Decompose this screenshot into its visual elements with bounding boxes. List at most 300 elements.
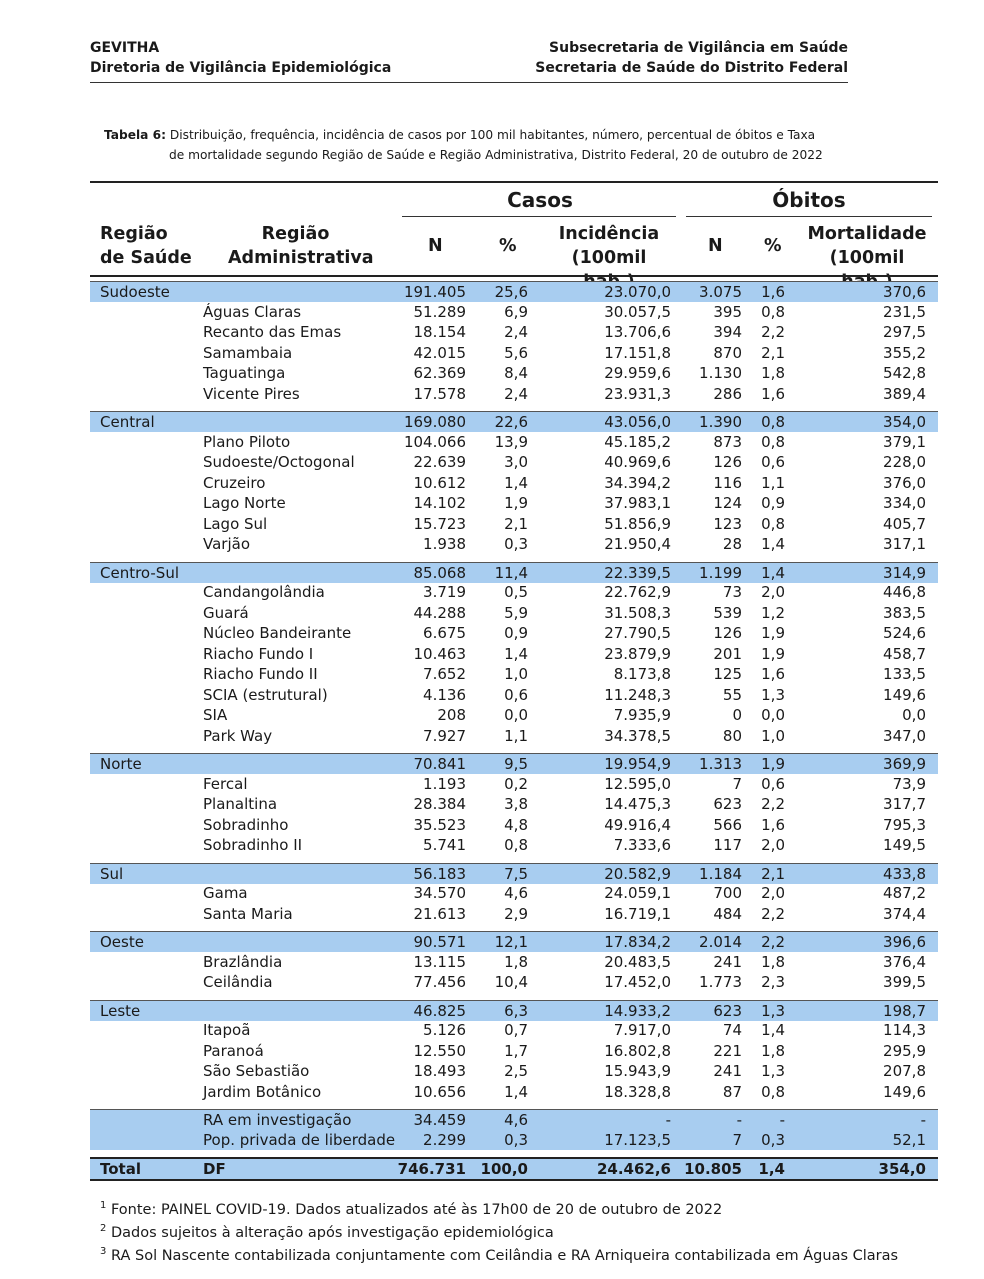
cell-op: - (779, 1111, 785, 1129)
caption-label: Tabela 6: (104, 128, 166, 142)
cell-inc: 19.954,9 (604, 755, 671, 773)
cell-inc: 31.508,3 (604, 603, 671, 622)
cell-reg: Sul (100, 864, 124, 883)
cell-op: 0,8 (761, 514, 785, 533)
cell-inc: 34.394,2 (604, 473, 671, 492)
cell-n: 22.639 (413, 453, 466, 471)
cell-n: 169.080 (403, 413, 466, 431)
cell-op: 2,0 (761, 583, 785, 601)
cell-mort: 297,5 (883, 323, 926, 341)
region-row (90, 753, 938, 774)
cell-p: 0,2 (504, 774, 528, 793)
cell-inc: 17.151,8 (604, 343, 671, 362)
cell-op: 1,3 (761, 1062, 785, 1080)
cell-p: 0,3 (504, 1130, 528, 1149)
cell-op: 1,6 (761, 665, 785, 683)
cell-op: 2,2 (761, 904, 785, 923)
cell-inc: 12.595,0 (604, 774, 671, 793)
page-header (90, 38, 848, 83)
cell-p: 1,1 (504, 726, 528, 745)
cell-n: 746.731 (397, 1160, 466, 1178)
cell-p: 0,3 (504, 535, 528, 553)
table-row (90, 726, 938, 746)
cell-on: 1.313 (699, 755, 742, 773)
footnote-3: $^3$ RA Sol Nascente contabilizada conjuntamente com Ceilândia e RA Arniqueira contabilizada em Águas Claras (100, 1246, 899, 1264)
table-row (90, 432, 938, 452)
cell-inc: 21.950,4 (604, 535, 671, 553)
cell-n: 1.193 (423, 774, 466, 793)
cell-p: 1,7 (504, 1041, 528, 1060)
cell-n: 7.927 (423, 726, 466, 745)
cell-n: 51.289 (413, 302, 466, 321)
table-row (90, 685, 938, 705)
cell-on: 566 (713, 815, 742, 834)
cell-reg: Centro-Sul (100, 563, 179, 582)
cell-p: 100,0 (480, 1160, 528, 1178)
cell-mort: 369,9 (883, 755, 926, 773)
cell-ra: SIA (203, 706, 228, 724)
cell-p: 1,4 (504, 1082, 528, 1101)
cell-n: 85.068 (413, 563, 466, 582)
cell-mort: 149,6 (883, 685, 926, 704)
cell-ra: Pop. privada de liberdade (203, 1130, 396, 1149)
table-row (90, 705, 938, 725)
cell-mort: 133,5 (883, 665, 926, 683)
cell-ra: Santa Maria (203, 904, 293, 923)
cell-inc: - (665, 1111, 671, 1129)
cell-on: 1.130 (699, 364, 742, 382)
cell-p: 2,1 (504, 514, 528, 533)
cell-op: 1,0 (761, 726, 785, 745)
cell-op: 1,4 (761, 535, 785, 553)
cell-n: 4.136 (423, 685, 466, 704)
cell-n: 77.456 (413, 973, 466, 991)
cell-op: 2,1 (761, 343, 785, 362)
cell-p: 6,9 (504, 302, 528, 321)
table-row (90, 664, 938, 684)
cell-ra: Paranoá (203, 1041, 264, 1060)
cell-p: 9,5 (504, 755, 528, 773)
table-row (90, 603, 938, 623)
cell-p: 0,6 (504, 685, 528, 704)
cell-p: 25,6 (494, 283, 528, 301)
cell-ra: Cruzeiro (203, 473, 266, 492)
cell-n: 3.719 (423, 583, 466, 601)
cell-inc: 14.933,2 (604, 1001, 671, 1020)
cell-mort: 314,9 (883, 563, 926, 582)
cell-n: 42.015 (413, 343, 466, 362)
cell-p: 22,6 (494, 413, 528, 431)
cell-p: 5,9 (504, 603, 528, 622)
cell-n: 34.459 (413, 1111, 466, 1129)
cell-on: 539 (713, 603, 742, 622)
table-row (90, 473, 938, 493)
cell-on: 116 (713, 473, 742, 492)
cell-op: 2,2 (761, 795, 785, 813)
cell-inc: 18.328,8 (604, 1082, 671, 1101)
cell-reg: Oeste (100, 933, 144, 951)
cell-ra: DF (203, 1160, 226, 1178)
cell-inc: 7.333,6 (613, 836, 671, 854)
cell-on: 623 (713, 1001, 742, 1020)
cell-n: 34.570 (413, 884, 466, 902)
cell-n: 35.523 (413, 815, 466, 834)
table-row (90, 582, 938, 602)
cell-on: 623 (713, 795, 742, 813)
cell-op: 1,4 (758, 1160, 785, 1178)
cell-p: 0,0 (504, 706, 528, 724)
cell-inc: 49.916,4 (604, 815, 671, 834)
caption-line1: Distribuição, frequência, incidência de casos por 100 mil habitantes, número, percentual de óbitos e Taxa (169, 128, 816, 142)
cell-p: 1,0 (504, 665, 528, 683)
cell-inc: 7.935,9 (613, 706, 671, 724)
cell-reg: Sudoeste (100, 283, 170, 301)
cell-op: 1,9 (761, 755, 785, 773)
cell-p: 4,6 (504, 884, 528, 902)
cell-p: 0,9 (504, 624, 528, 642)
cell-p: 12,1 (494, 933, 528, 951)
col-header-incidencia: Incidência (100mil (558, 224, 660, 268)
cell-op: 2,2 (761, 933, 785, 951)
cell-ra: Guará (203, 603, 249, 622)
cell-mort: 0,0 (902, 706, 926, 724)
cell-on: 1.184 (699, 864, 742, 883)
cell-on: 123 (713, 514, 742, 533)
cell-op: 1,6 (761, 815, 785, 834)
cell-ra: Plano Piloto (203, 432, 291, 451)
cell-inc: 43.056,0 (604, 413, 671, 431)
cell-op: 2,0 (761, 836, 785, 854)
cell-p: 0,5 (504, 583, 528, 601)
cell-mort: 383,5 (883, 603, 926, 622)
cell-on: 0 (732, 706, 742, 724)
cell-mort: 231,5 (883, 302, 926, 321)
cell-on: 2.014 (699, 933, 742, 951)
table-row (90, 644, 938, 664)
cell-n: 46.825 (413, 1001, 466, 1020)
cell-mort: 207,8 (883, 1062, 926, 1080)
total-row (90, 1157, 938, 1181)
group-header-obitos: Óbitos (772, 188, 846, 212)
cell-ra: Lago Norte (203, 494, 286, 512)
cell-op: 0,8 (761, 302, 785, 321)
cell-on: 124 (713, 494, 742, 512)
cell-on: 87 (722, 1082, 742, 1101)
cell-inc: 23.879,9 (604, 644, 671, 663)
cell-p: 3,8 (504, 795, 528, 813)
cell-inc: 16.802,8 (604, 1041, 671, 1060)
cell-inc: 20.483,5 (604, 952, 671, 971)
cell-ra: Vicente Pires (203, 384, 300, 403)
cell-on: 1.199 (699, 563, 742, 582)
cell-on: 484 (713, 904, 742, 923)
cell-ra: Sobradinho II (203, 836, 303, 854)
cell-n: 15.723 (413, 514, 466, 533)
cell-inc: 37.983,1 (604, 494, 671, 512)
table-row (90, 384, 938, 404)
table-row (90, 1082, 938, 1102)
cell-p: 3,0 (504, 453, 528, 471)
cell-ra: Taguatinga (203, 364, 286, 382)
cell-n: 56.183 (413, 864, 466, 883)
cell-inc: 45.185,2 (604, 432, 671, 451)
cell-ra: Candangolândia (203, 583, 325, 601)
cell-mort: 446,8 (883, 583, 926, 601)
cell-inc: 8.173,8 (613, 665, 671, 683)
cell-op: 2,2 (761, 323, 785, 341)
col-header-mortalidade: Mortalidade (100mil (807, 224, 927, 268)
cell-reg: Norte (100, 755, 142, 773)
cell-ra: São Sebastião (203, 1062, 310, 1080)
cell-on: 873 (713, 432, 742, 451)
table-row (90, 302, 938, 322)
cell-op: 1,2 (761, 603, 785, 622)
cell-p: 6,3 (504, 1001, 528, 1020)
cell-p: 7,5 (504, 864, 528, 883)
cell-p: 13,9 (494, 432, 528, 451)
table-row (90, 883, 938, 903)
cell-p: 1,4 (504, 473, 528, 492)
cell-inc: 23.931,3 (604, 384, 671, 403)
cell-ra: SCIA (estrutural) (203, 685, 328, 704)
caption-line2: de mortalidade segundo Região de Saúde e Região Administrativa, Distrito Federal, 20 de outubro de 2022 (169, 148, 823, 162)
cell-on: 125 (713, 665, 742, 683)
cell-inc: 11.248,3 (604, 685, 671, 704)
cell-mort: - (920, 1111, 926, 1129)
cell-p: 8,4 (504, 364, 528, 382)
cell-on: 201 (713, 644, 742, 663)
cell-mort: 396,6 (883, 933, 926, 951)
cell-p: 4,8 (504, 815, 528, 834)
casos-underline (402, 216, 676, 217)
cell-on: 28 (722, 535, 742, 553)
col-header-regiao-saude: Região de Saúde (100, 224, 192, 268)
region-row (90, 411, 938, 432)
cell-n: 18.493 (413, 1062, 466, 1080)
cell-op: 1,6 (761, 384, 785, 403)
table-row (90, 835, 938, 855)
table-row (90, 514, 938, 534)
header-secretariat: Secretaria de Saúde do Distrito Federal (535, 60, 848, 76)
cell-ra: Lago Sul (203, 514, 268, 533)
cell-p: 5,6 (504, 343, 528, 362)
cell-ra: Planaltina (203, 795, 278, 813)
cell-on: 870 (713, 343, 742, 362)
cell-mort: 487,2 (883, 884, 926, 902)
cell-op: 1,3 (761, 685, 785, 704)
cell-mort: 354,0 (883, 413, 926, 431)
table-row (90, 1061, 938, 1081)
cell-on: 395 (713, 302, 742, 321)
region-row (90, 931, 938, 952)
cell-ra: RA em investigação (203, 1111, 352, 1129)
cell-p: 1,8 (504, 952, 528, 971)
cell-ra: Samambaia (203, 343, 293, 362)
cell-mort: 389,4 (883, 384, 926, 403)
cell-reg: Central (100, 413, 155, 431)
cell-n: 6.675 (423, 624, 466, 642)
cell-ra: Jardim Botânico (203, 1082, 322, 1101)
cell-mort: 317,1 (883, 535, 926, 553)
cell-inc: 22.762,9 (604, 583, 671, 601)
table-top-rule (90, 181, 938, 183)
cell-on: 126 (713, 624, 742, 642)
cell-mort: 149,6 (883, 1082, 926, 1101)
cell-op: 1,9 (761, 624, 785, 642)
cell-on: 1.390 (699, 413, 742, 431)
cell-op: 0,0 (761, 706, 785, 724)
cell-mort: 198,7 (883, 1001, 926, 1020)
cell-n: 5.126 (423, 1021, 466, 1039)
cell-op: 1,8 (761, 1041, 785, 1060)
cell-inc: 17.123,5 (604, 1130, 671, 1149)
table-row (90, 343, 938, 363)
cell-mort: 795,3 (883, 815, 926, 834)
cell-n: 208 (437, 706, 466, 724)
cell-mort: 374,4 (883, 904, 926, 923)
cell-mort: 524,6 (883, 624, 926, 642)
cell-inc: 24.462,6 (596, 1160, 671, 1178)
footnote-1: $^1$ Fonte: PAINEL COVID-19. Dados atualizados até às 17h00 de 20 de outubro de 2022 (100, 1200, 723, 1218)
cell-p: 2,4 (504, 323, 528, 341)
cell-p: 2,9 (504, 904, 528, 923)
region-row (90, 1000, 938, 1021)
cell-mort: 376,4 (883, 952, 926, 971)
cell-p: 1,9 (504, 494, 528, 512)
cell-n: 44.288 (413, 603, 466, 622)
cell-p: 4,6 (504, 1111, 528, 1129)
cell-inc: 27.790,5 (604, 624, 671, 642)
cell-n: 21.613 (413, 904, 466, 923)
cell-on: 73 (722, 583, 742, 601)
cell-on: 221 (713, 1041, 742, 1060)
cell-inc: 40.969,6 (604, 453, 671, 471)
cell-n: 28.384 (413, 795, 466, 813)
cell-on: 3.075 (699, 283, 742, 301)
table-row (90, 1020, 938, 1040)
cell-mort: 334,0 (883, 494, 926, 512)
header-bottom-rule (90, 275, 938, 277)
cell-op: 1,8 (761, 952, 785, 971)
cell-ra: Park Way (203, 726, 273, 745)
cell-n: 17.578 (413, 384, 466, 403)
cell-mort: 52,1 (892, 1130, 926, 1149)
cell-p: 1,4 (504, 644, 528, 663)
cell-inc: 14.475,3 (604, 795, 671, 813)
cell-mort: 295,9 (883, 1041, 926, 1060)
region-row (90, 562, 938, 583)
cell-on: 80 (722, 726, 742, 745)
col-header-obitos-pct: % (764, 236, 782, 256)
cell-n: 90.571 (413, 933, 466, 951)
cell-inc: 17.452,0 (604, 973, 671, 991)
cell-inc: 24.059,1 (604, 884, 671, 902)
table-row (90, 815, 938, 835)
cell-mort: 317,7 (883, 795, 926, 813)
region-row (90, 281, 938, 302)
cell-mort: 149,5 (883, 836, 926, 854)
col-header-obitos-n: N (708, 236, 723, 256)
cell-n: 5.741 (423, 836, 466, 854)
table-row (90, 794, 938, 814)
cell-inc: 16.719,1 (604, 904, 671, 923)
cell-inc: 51.856,9 (604, 514, 671, 533)
region-row (90, 863, 938, 884)
table-row (90, 1041, 938, 1061)
cell-mort: 458,7 (883, 644, 926, 663)
cell-mort: 347,0 (883, 726, 926, 745)
cell-mort: 370,6 (883, 283, 926, 301)
table-row (90, 534, 938, 554)
cell-inc: 34.378,5 (604, 726, 671, 745)
cell-ra: Fercal (203, 774, 248, 793)
cell-on: 7 (732, 1130, 742, 1149)
cell-inc: 22.339,5 (604, 563, 671, 582)
cell-mort: 114,3 (883, 1021, 926, 1039)
cell-on: 286 (713, 384, 742, 403)
cell-on: 10.805 (684, 1160, 742, 1178)
table-row (90, 774, 938, 794)
cell-n: 104.066 (403, 432, 466, 451)
cell-p: 2,4 (504, 384, 528, 403)
cell-inc: 15.943,9 (604, 1062, 671, 1080)
cell-n: 10.463 (413, 644, 466, 663)
cell-ra: Ceilândia (203, 973, 273, 991)
cell-inc: 29.959,6 (604, 364, 671, 382)
cell-n: 62.369 (413, 364, 466, 382)
cell-on: 55 (722, 685, 742, 704)
table-row (90, 972, 938, 992)
cell-n: 18.154 (413, 323, 466, 341)
header-directorate: Diretoria de Vigilância Epidemiológica (90, 60, 392, 76)
cell-on: 394 (713, 323, 742, 341)
cell-reg: Leste (100, 1001, 141, 1020)
cell-on: 126 (713, 453, 742, 471)
col-header-n: N (428, 236, 443, 256)
cell-mort: 542,8 (883, 364, 926, 382)
obitos-underline (686, 216, 932, 217)
table-row (90, 363, 938, 383)
footnote-2: $^2$ Dados sujeitos à alteração após investigação epidemiológica (100, 1223, 554, 1241)
cell-n: 12.550 (413, 1041, 466, 1060)
cell-p: 0,7 (504, 1021, 528, 1039)
cell-n: 13.115 (413, 952, 466, 971)
group-header-casos: Casos (507, 188, 573, 212)
cell-ra: Riacho Fundo II (203, 665, 318, 683)
table-caption (104, 125, 844, 165)
cell-ra: Águas Claras (203, 302, 302, 321)
cell-inc: 30.057,5 (604, 302, 671, 321)
cell-mort: 354,0 (878, 1160, 926, 1178)
cell-ra: Sobradinho (203, 815, 289, 834)
cell-on: 241 (713, 952, 742, 971)
cell-on: - (736, 1111, 742, 1129)
cell-ra: Brazlândia (203, 952, 283, 971)
cell-ra: Itapoã (203, 1021, 251, 1039)
cell-op: 2,0 (761, 884, 785, 902)
cell-n: 1.938 (423, 535, 466, 553)
table-row (90, 452, 938, 472)
cell-mort: 405,7 (883, 514, 926, 533)
cell-on: 241 (713, 1062, 742, 1080)
cell-p: 10,4 (494, 973, 528, 991)
cell-op: 2,1 (761, 864, 785, 883)
cell-op: 0,8 (761, 432, 785, 451)
col-header-pct: % (499, 236, 517, 256)
table-row (90, 623, 938, 643)
cell-inc: 7.917,0 (613, 1021, 671, 1039)
cell-op: 1,6 (761, 283, 785, 301)
